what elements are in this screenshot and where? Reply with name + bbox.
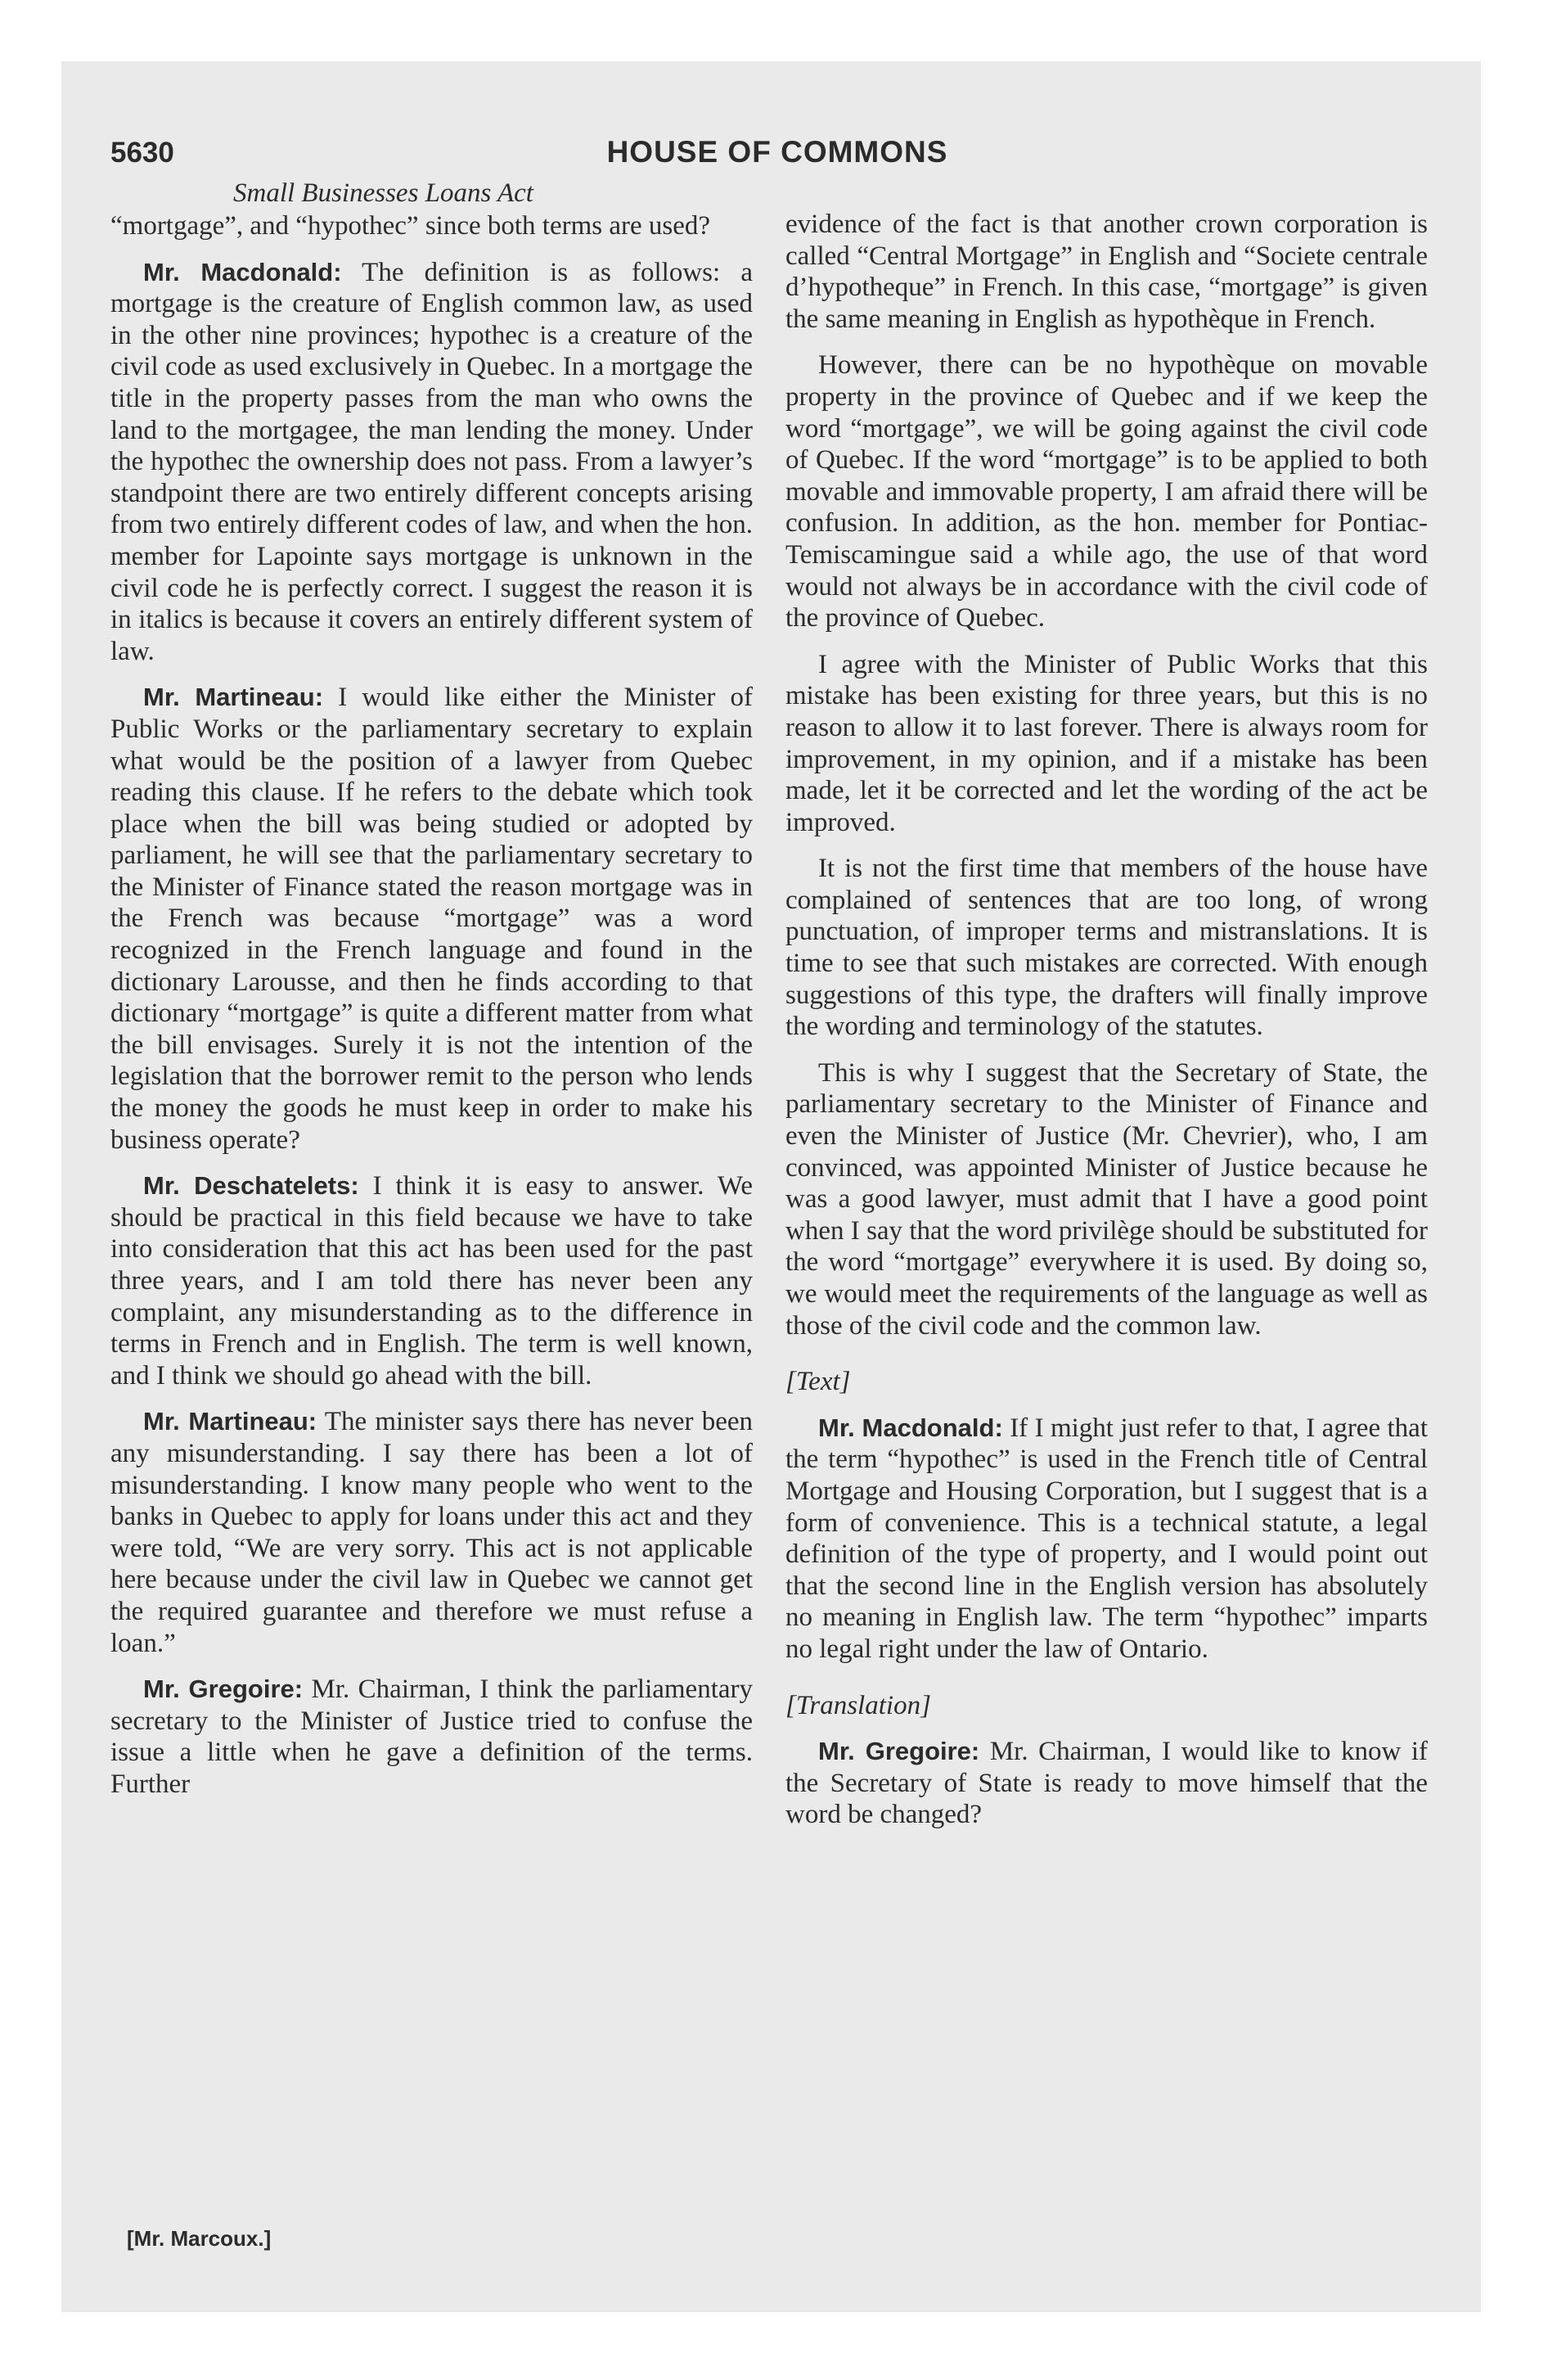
paragraph: [785, 853, 1428, 1043]
paragraph-text: “mortgage”, and “hypothec” since both terms are used?: [110, 211, 711, 241]
language-marker: [Text]: [785, 1367, 851, 1397]
journal-title: HOUSE OF COMMONS: [606, 135, 948, 169]
paragraph: [785, 1057, 1428, 1341]
paragraph-text: I agree with the Minister of Public Works that this mistake has been existing for three years, but this is no reason to allow it to last forever. There is always room for improvement, in my opinion, and if a mistake has been made, let it be corrected and let the wording of the act be improved.: [785, 649, 1428, 837]
page-number: 5630: [110, 137, 174, 169]
paragraph-text: Mr. Chairman, I would like to know if the Secretary of State is ready to move himself that the word be changed?: [785, 1737, 1428, 1830]
speaker-name: Mr. Macdonald:: [143, 257, 342, 286]
speaker-name: Mr. Gregoire:: [818, 1737, 980, 1766]
speaker-name: Mr. Martineau:: [143, 683, 324, 712]
paragraph: [785, 209, 1428, 335]
speaker-name: Mr. Macdonald:: [818, 1413, 1003, 1442]
paragraph: [785, 349, 1428, 633]
paragraph-text: However, there can be no hypothèque on movable property in the province of Quebec and if we keep the word “mortgage”, we will be going against the civil code of Quebec. If the word “mortgage” is to be applied to both movable and immovable property, I am afraid there will be confusion. In addition, as the hon. member for Pontiac-Temiscamingue said a while ago, the use of that word would not always be in accordance with the civil code of the province of Quebec.: [785, 350, 1428, 633]
page-header: [110, 135, 1444, 184]
speaker-name: Mr. Deschatelets:: [143, 1171, 359, 1201]
right-column: [785, 209, 1428, 1846]
paragraph-text: This is why I suggest that the Secretary of State, the parliamentary secretary to the Minister of Finance and even the Minister of Justice (Mr. Chevrier), who, I am convinced, was appointed Minister of Justice because he was a good lawyer, must admit that I have a good point when I say that the word privilège should be substituted for the word “mortgage” everywhere it is used. By doing so, we would meet the requirements of the language as well as those of the civil code and the common law.: [785, 1057, 1428, 1341]
paragraph-text: I think it is easy to answer. We should be practical in this field because we have to take into consideration that this act has been used for the past three years, and I am told there has never been any complaint, any misunderstanding as to the difference in terms in French and in English. The term is well known, and I think we should go ahead with the bill.: [110, 1171, 754, 1391]
paragraph: [110, 257, 753, 668]
paragraph: [110, 1674, 753, 1800]
paragraph: [110, 1406, 753, 1659]
hansard-page: [110, 135, 1444, 2263]
speaker-name: Mr. Martineau:: [143, 1407, 317, 1436]
paragraph: [785, 649, 1428, 839]
paragraph-text: evidence of the fact is that another crown corporation is called “Central Mortgage” in English and “Societe centrale d’hypotheque” in French. In this case, “mortgage” is given the same meaning in English as hypothèque in French.: [785, 210, 1428, 334]
speaker-name: Mr. Gregoire:: [143, 1675, 304, 1704]
paragraph-text: I would like either the Minister of Public Works or the parliamentary secretary to explain what would be the position of a lawyer from Quebec reading this clause. If he refers to the debate which took place when the bill was being studied or adopted by parliament, he will see that the parliamentary secretary to the Minister of Finance stated the reason mortgage was in the French was because “mortgage” was a word recognized in the French language and found in the dictionary Larousse, and then he finds according to that dictionary “mortgage” is quite a different matter from what the bill envisages. Surely it is not the intention of the legislation that the borrower remit to the person who lends the money the goods he must keep in order to make his business operate?: [110, 683, 753, 1155]
left-column-body: [110, 210, 753, 1801]
paragraph: [785, 1413, 1428, 1666]
running-head: Small Businesses Loans Act: [233, 178, 533, 208]
language-marker: [Translation]: [785, 1690, 931, 1720]
paragraph-text: It is not the first time that members of the house have complained of sentences that are too long, of wrong punctuation, of improper terms and mistranslations. It is time to see that such mistakes are corrected. With enough suggestions of this type, the drafters will finally improve the wording and terminology of the statutes.: [785, 854, 1428, 1042]
paragraph-text: If I might just refer to that, I agree that the term “hypothec” is used in the French title of Central Mortgage and Housing Corporation, but I suggest that is a form of convenience. This is a technical statute, a legal definition of the type of property, and I would point out that the second line in the English version has absolutely no meaning in English law. The term “hypothec” imparts no legal right under the law of Ontario.: [785, 1413, 1428, 1664]
paragraph-text: Mr. Chairman, I think the parliamentary secretary to the Minister of Justice tried to confuse the issue a little when he gave a definition of the terms. Further: [110, 1675, 754, 1799]
paragraph-text: The minister says there has never been any misunderstanding. I say there has been a lot of misunderstanding. I know many people who went to the banks in Quebec to apply for loans under this act and they were told, “We are very sorry. This act is not applicable here because under the civil law in Quebec we cannot get the required guarantee and therefore we must refuse a loan.”: [110, 1407, 753, 1658]
left-column: [110, 178, 753, 1815]
paragraph: [110, 1170, 753, 1391]
paragraph: [110, 210, 753, 242]
paragraph: [785, 1736, 1428, 1831]
right-column-body: [785, 209, 1428, 1831]
footer-note: [Mr. Marcoux.]: [127, 2226, 272, 2251]
paragraph-text: The definition is as follows: a mortgage is the creature of English common law, as used in the other nine provinces; hypothec is a creature of the civil code as used exclusively in Quebec. In a mortgage the title in the property passes from the man who owns the land to the mortgagee, the man lending the money. Under the hypothec the ownership does not pass. From a lawyer’s standpoint there are two entirely different concepts arising from two entirely different codes of law, and when the hon. member for Lapointe says mortgage is unknown in the civil code he is perfectly correct. I suggest the reason it is in italics is because it covers an entirely different system of law.: [110, 257, 753, 666]
paragraph: [110, 682, 753, 1156]
